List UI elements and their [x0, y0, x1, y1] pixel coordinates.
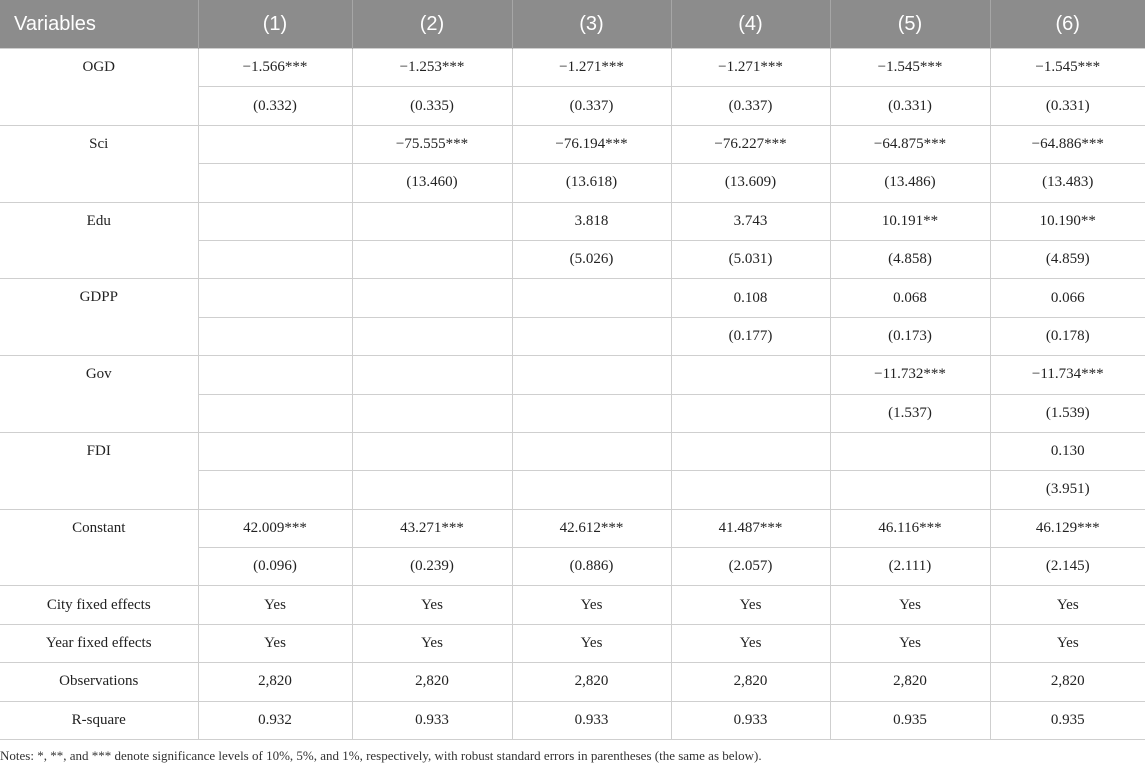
- summary-value-cell: 0.935: [830, 701, 990, 739]
- standard-error-cell: [671, 471, 830, 509]
- coef-row: [0, 432, 1145, 470]
- variable-name: Gov: [0, 356, 198, 433]
- standard-error-cell: (5.031): [671, 240, 830, 278]
- coefficient-cell: [352, 432, 512, 470]
- standard-error-cell: (0.335): [352, 87, 512, 125]
- summary-label: Year fixed effects: [0, 624, 198, 662]
- summary-value-cell: Yes: [671, 624, 830, 662]
- standard-error-cell: (0.173): [830, 317, 990, 355]
- header-col-6: (6): [990, 0, 1145, 49]
- coef-row: [0, 202, 1145, 240]
- coefficient-cell: 43.271***: [352, 509, 512, 547]
- standard-error-cell: (0.178): [990, 317, 1145, 355]
- summary-value-cell: Yes: [671, 586, 830, 624]
- coefficient-cell: −1.271***: [512, 49, 671, 87]
- coefficient-cell: 42.009***: [198, 509, 352, 547]
- coefficient-cell: −64.875***: [830, 125, 990, 163]
- standard-error-cell: [352, 240, 512, 278]
- standard-error-cell: (1.539): [990, 394, 1145, 432]
- coefficient-cell: 0.108: [671, 279, 830, 317]
- header-row: [0, 0, 1145, 49]
- coefficient-cell: 10.190**: [990, 202, 1145, 240]
- summary-value-cell: Yes: [830, 624, 990, 662]
- standard-error-cell: (0.331): [990, 87, 1145, 125]
- standard-error-cell: (0.177): [671, 317, 830, 355]
- header-col-2: (2): [352, 0, 512, 49]
- coefficient-cell: 46.116***: [830, 509, 990, 547]
- coefficient-cell: −76.227***: [671, 125, 830, 163]
- summary-value-cell: Yes: [512, 586, 671, 624]
- coefficient-cell: [830, 432, 990, 470]
- header-col-5: (5): [830, 0, 990, 49]
- coefficient-cell: [512, 356, 671, 394]
- variable-name: Sci: [0, 125, 198, 202]
- summary-label: R-square: [0, 701, 198, 739]
- summary-value-cell: Yes: [352, 624, 512, 662]
- standard-error-cell: [198, 317, 352, 355]
- standard-error-cell: (4.858): [830, 240, 990, 278]
- coefficient-cell: [512, 279, 671, 317]
- coef-row: [0, 49, 1145, 87]
- summary-value-cell: Yes: [990, 624, 1145, 662]
- standard-error-cell: (2.057): [671, 548, 830, 586]
- table-notes: Notes: *, **, and *** denote significance levels of 10%, 5%, and 1%, respectively, with robust standard errors in parentheses (the same as below).: [0, 748, 762, 763]
- coefficient-cell: [352, 279, 512, 317]
- standard-error-cell: (1.537): [830, 394, 990, 432]
- standard-error-cell: (13.483): [990, 164, 1145, 202]
- coefficient-cell: [671, 356, 830, 394]
- summary-row: [0, 624, 1145, 662]
- standard-error-cell: (5.026): [512, 240, 671, 278]
- header-col-1: (1): [198, 0, 352, 49]
- standard-error-cell: (13.618): [512, 164, 671, 202]
- coefficient-cell: [198, 279, 352, 317]
- coefficient-cell: 42.612***: [512, 509, 671, 547]
- coef-row: [0, 125, 1145, 163]
- summary-value-cell: Yes: [990, 586, 1145, 624]
- summary-value-cell: Yes: [198, 586, 352, 624]
- standard-error-cell: [512, 317, 671, 355]
- coefficient-cell: 41.487***: [671, 509, 830, 547]
- summary-value-cell: 2,820: [990, 663, 1145, 701]
- standard-error-cell: [512, 394, 671, 432]
- standard-error-cell: (0.239): [352, 548, 512, 586]
- variable-name: OGD: [0, 49, 198, 126]
- coefficient-cell: 46.129***: [990, 509, 1145, 547]
- variable-name: Edu: [0, 202, 198, 279]
- standard-error-cell: (0.337): [671, 87, 830, 125]
- summary-value-cell: 0.935: [990, 701, 1145, 739]
- coefficient-cell: −1.253***: [352, 49, 512, 87]
- header-col-4: (4): [671, 0, 830, 49]
- coefficient-cell: [198, 356, 352, 394]
- coefficient-cell: −11.732***: [830, 356, 990, 394]
- standard-error-cell: [352, 317, 512, 355]
- variable-name: Constant: [0, 509, 198, 586]
- standard-error-cell: (13.486): [830, 164, 990, 202]
- standard-error-cell: [198, 394, 352, 432]
- coef-row: [0, 279, 1145, 317]
- standard-error-cell: [512, 471, 671, 509]
- standard-error-cell: (0.331): [830, 87, 990, 125]
- standard-error-cell: [671, 394, 830, 432]
- summary-value-cell: 0.933: [352, 701, 512, 739]
- standard-error-cell: (2.145): [990, 548, 1145, 586]
- coefficient-cell: −11.734***: [990, 356, 1145, 394]
- summary-label: Observations: [0, 663, 198, 701]
- coefficient-cell: 0.066: [990, 279, 1145, 317]
- coefficient-cell: 3.818: [512, 202, 671, 240]
- standard-error-cell: [198, 164, 352, 202]
- table-body: [0, 49, 1145, 740]
- summary-value-cell: 2,820: [671, 663, 830, 701]
- header-col-3: (3): [512, 0, 671, 49]
- standard-error-cell: [352, 471, 512, 509]
- standard-error-cell: (13.609): [671, 164, 830, 202]
- summary-value-cell: 0.932: [198, 701, 352, 739]
- standard-error-cell: (3.951): [990, 471, 1145, 509]
- summary-value-cell: 2,820: [198, 663, 352, 701]
- summary-value-cell: 2,820: [352, 663, 512, 701]
- header-variables: Variables: [0, 0, 198, 49]
- standard-error-cell: [198, 471, 352, 509]
- standard-error-cell: (4.859): [990, 240, 1145, 278]
- standard-error-cell: [830, 471, 990, 509]
- standard-error-cell: (0.096): [198, 548, 352, 586]
- coefficient-cell: −1.566***: [198, 49, 352, 87]
- coefficient-cell: 3.743: [671, 202, 830, 240]
- coefficient-cell: [198, 202, 352, 240]
- summary-value-cell: 0.933: [671, 701, 830, 739]
- coefficient-cell: [352, 356, 512, 394]
- summary-value-cell: Yes: [352, 586, 512, 624]
- coefficient-cell: 0.068: [830, 279, 990, 317]
- standard-error-cell: (0.337): [512, 87, 671, 125]
- coefficient-cell: −75.555***: [352, 125, 512, 163]
- coefficient-cell: −1.271***: [671, 49, 830, 87]
- summary-row: [0, 586, 1145, 624]
- coefficient-cell: [352, 202, 512, 240]
- standard-error-cell: (2.111): [830, 548, 990, 586]
- variable-name: GDPP: [0, 279, 198, 356]
- summary-row: [0, 701, 1145, 739]
- coefficient-cell: −76.194***: [512, 125, 671, 163]
- summary-row: [0, 663, 1145, 701]
- standard-error-cell: (13.460): [352, 164, 512, 202]
- coefficient-cell: [671, 432, 830, 470]
- standard-error-cell: [198, 240, 352, 278]
- coef-row: [0, 356, 1145, 394]
- coefficient-cell: [198, 432, 352, 470]
- summary-value-cell: 0.933: [512, 701, 671, 739]
- coefficient-cell: −1.545***: [990, 49, 1145, 87]
- summary-value-cell: 2,820: [512, 663, 671, 701]
- standard-error-cell: [352, 394, 512, 432]
- coefficient-cell: −1.545***: [830, 49, 990, 87]
- standard-error-cell: (0.886): [512, 548, 671, 586]
- standard-error-cell: (0.332): [198, 87, 352, 125]
- summary-value-cell: 2,820: [830, 663, 990, 701]
- summary-value-cell: Yes: [512, 624, 671, 662]
- summary-value-cell: Yes: [198, 624, 352, 662]
- coefficient-cell: 10.191**: [830, 202, 990, 240]
- coefficient-cell: [198, 125, 352, 163]
- coefficient-cell: −64.886***: [990, 125, 1145, 163]
- coefficient-cell: 0.130: [990, 432, 1145, 470]
- summary-value-cell: Yes: [830, 586, 990, 624]
- coef-row: [0, 509, 1145, 547]
- coefficient-cell: [512, 432, 671, 470]
- summary-label: City fixed effects: [0, 586, 198, 624]
- variable-name: FDI: [0, 432, 198, 509]
